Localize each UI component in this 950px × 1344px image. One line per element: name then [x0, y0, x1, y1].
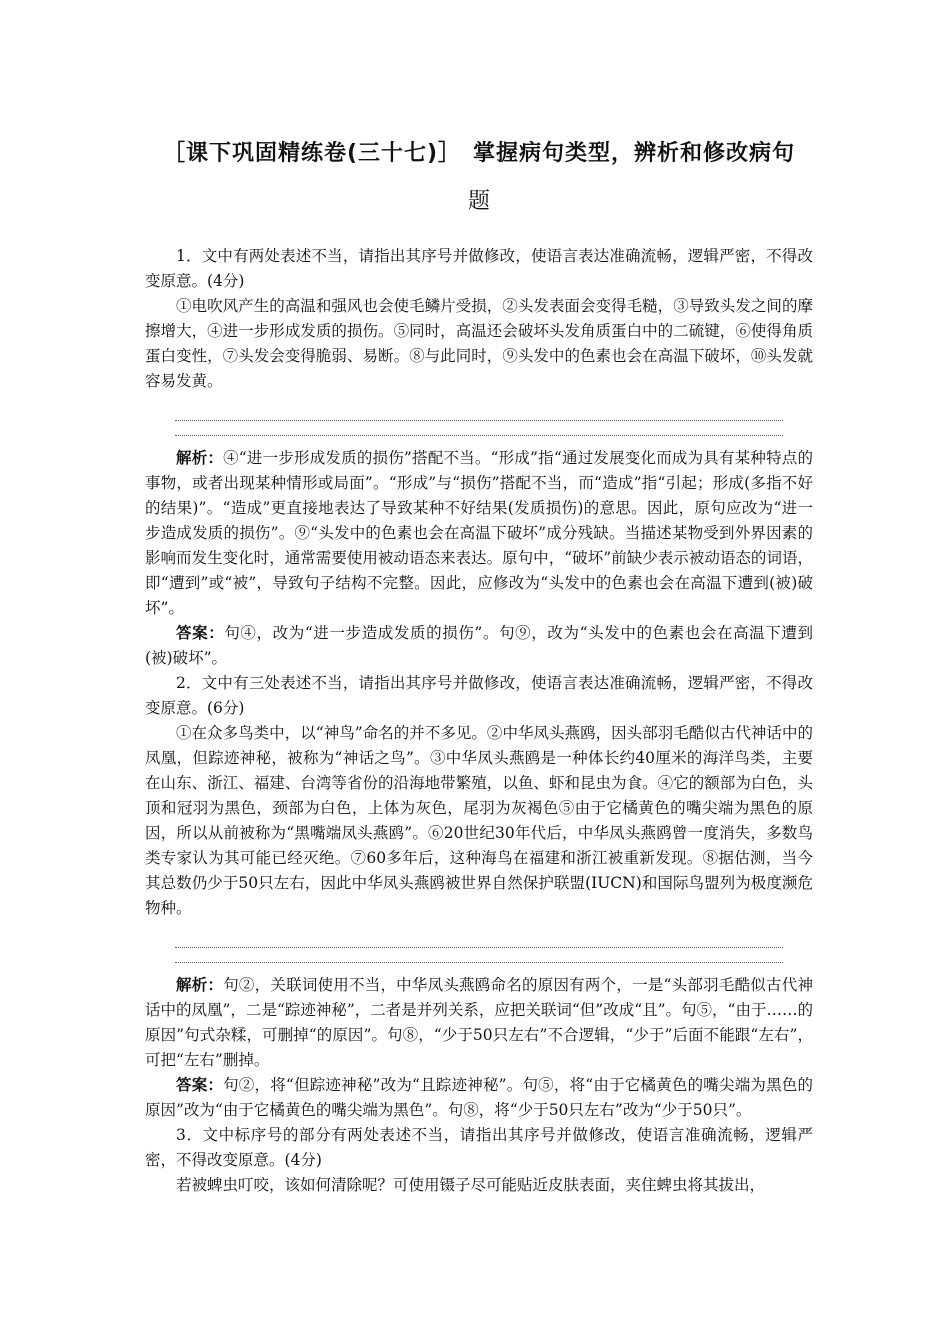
q3-stem: 3．文中标序号的部分有两处表述不当，请指出其序号并做修改，使语言准确流畅，逻辑严密，不得改变原意。(4分)	[145, 1126, 813, 1169]
q2-stem: 2．文中有三处表述不当，请指出其序号并做修改，使语言表达准确流畅，逻辑严密，不得改变原意。(6分)	[145, 674, 813, 717]
q1-stem: 1．文中有两处表述不当，请指出其序号并做修改，使语言表达准确流畅，逻辑严密，不得改变原意。(4分)	[145, 247, 813, 290]
document-page	[145, 128, 813, 1198]
answer-line	[175, 421, 783, 436]
answer-label: 答案：	[176, 1076, 224, 1094]
answer-line	[175, 933, 783, 948]
q3-passage: 若被蜱虫叮咬，该如何清除呢？可使用镊子尽可能贴近皮肤表面，夹住蜱虫将其拔出，	[176, 1176, 766, 1194]
analysis-label: 解析：	[176, 449, 224, 467]
q2-analysis-text: 句②，关联词使用不当，中华凤头燕鸥命名的原因有两个，一是“头部羽毛酷似古代神话中的凤凰”，二是“踪迹神秘”，二者是并列关系，应把关联词“但”改成“且”。句⑤，“由于……的原因”句式杂糅，可删掉“的原因”。句⑧，“少于50只左右”不合逻辑，“少于”后面不能跟“左右”，可把“左右”删掉。	[145, 976, 813, 1069]
q2-analysis	[145, 973, 813, 1073]
analysis-label: 解析：	[176, 976, 224, 994]
q1-analysis	[145, 446, 813, 621]
answer-line	[175, 948, 783, 963]
q1-answer	[145, 621, 813, 671]
page-title-continuation: 题	[467, 189, 490, 214]
q1-answer-lines	[175, 406, 783, 436]
answer-line	[175, 406, 783, 421]
q2-answer-text: 句②，将“但踪迹神秘”改为“且踪迹神秘”。句⑤，将“由于它橘黄色的嘴尖端为黑色的原因”改为“由于它橘黄色的嘴尖端为黑色”。句⑧，将“少于50只左右”改为“少于50只”。	[145, 1076, 813, 1119]
q2-passage: ①在众多鸟类中，以“神鸟”命名的并不多见。②中华凤头燕鸥，因头部羽毛酷似古代神话中的凤凰，但踪迹神秘，被称为“神话之鸟”。③中华凤头燕鸥是一种体长约40厘米的海洋鸟类，主要在山东、浙江、福建、台湾等省份的沿海地带繁殖，以鱼、虾和昆虫为食。④它的额部为白色，头顶和冠羽为黑色，颈部为白色，上体为灰色，尾羽为灰褐色⑤由于它橘黄色的嘴尖端为黑色的原因，所以从前被称为“黑嘴端凤头燕鸥”。⑥20世纪30年代后，中华凤头燕鸥曾一度消失，多数鸟类专家认为其可能已经灭绝。⑦60多年后，这种海鸟在福建和浙江被重新发现。⑧据估测，当今其总数仍少于50只左右，因此中华凤头燕鸥被世界自然保护联盟(IUCN)和国际鸟盟列为极度濒危物种。	[145, 724, 813, 917]
q2-answer	[145, 1073, 813, 1123]
q1-analysis-text: ④“进一步形成发质的损伤”搭配不当。“形成”指“通过发展变化而成为具有某种特点的事物，或者出现某种情形或局面”。“形成”与“损伤”搭配不当，而“造成”指“引起；形成(多指不好的结果)”。“造成”更直接地表达了导致某种不好结果(发质损伤)的意思。因此，原句应改为“进一步造成发质的损伤”。⑨“头发中的色素也会在高温下破坏”成分残缺。当描述某物受到外界因素的影响而发生变化时，通常需要使用被动语态来表达。原句中，“破坏”前缺少表示被动语态的词语，即“遭到”或“被”，导致句子结构不完整。因此，应修改为“头发中的色素也会在高温下遭到(被)破坏”。	[145, 449, 813, 617]
page-title: ［课下巩固精练卷(三十七)］ 掌握病句类型，辨析和修改病句	[162, 141, 796, 166]
q1-passage: ①电吹风产生的高温和强风也会使毛鳞片受损，②头发表面会变得毛糙，③导致头发之间的摩擦增大，④进一步形成发质的损伤。⑤同时，高温还会破坏头发角质蛋白中的二硫键，⑥使得角质蛋白变性，⑦头发会变得脆弱、易断。⑧与此同时，⑨头发中的色素也会在高温下破坏，⑩头发就容易发黄。	[145, 297, 813, 390]
answer-label: 答案：	[176, 624, 225, 642]
q1-answer-text: 句④，改为“进一步造成发质的损伤”。句⑨，改为“头发中的色素也会在高温下遭到(被)破坏”。	[145, 624, 813, 667]
q2-answer-lines	[175, 933, 783, 963]
